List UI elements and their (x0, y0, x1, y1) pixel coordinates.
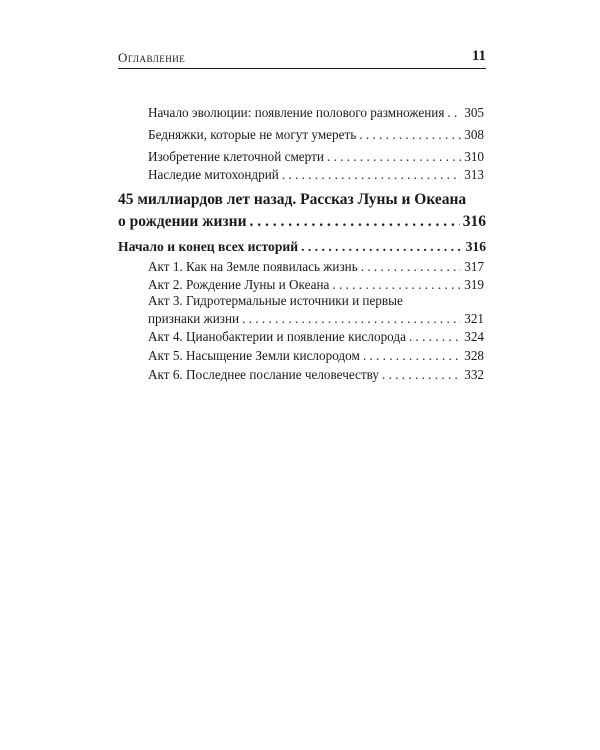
toc-entry-page: 317 (464, 259, 484, 274)
toc-entry[interactable] (148, 126, 484, 144)
dot-leader (382, 366, 461, 384)
toc-entry-title: Начало эволюции: появление полового размножения (148, 105, 445, 120)
part-page: 316 (462, 213, 486, 230)
toc-entry-title-line2: признаки жизни (148, 311, 240, 326)
dot-leader (359, 126, 461, 144)
toc-entry[interactable] (148, 148, 484, 166)
dot-leader (250, 212, 460, 232)
toc-entry-page: 305 (464, 105, 484, 120)
toc-entry-page: 321 (464, 311, 484, 326)
toc-entry-title: Акт 6. Последнее послание человечеству (148, 367, 379, 382)
dot-leader (361, 258, 461, 276)
toc-entry-page: 328 (464, 348, 484, 363)
toc-entry[interactable] (148, 366, 484, 384)
dot-leader (409, 328, 461, 346)
page-number: 11 (471, 48, 486, 64)
dot-leader (282, 166, 461, 184)
toc-entry-title: Акт 2. Рождение Луны и Океана (148, 277, 330, 292)
toc-entry-title: Акт 5. Насыщение Земли кислородом (148, 348, 360, 363)
running-header-title: Оглавление (118, 50, 186, 65)
toc-entry[interactable] (148, 258, 484, 276)
dot-leader (363, 347, 461, 365)
toc-entry-page: 308 (464, 127, 484, 142)
toc-entry-page: 324 (464, 329, 484, 344)
toc-entry-title: Акт 1. Как на Земле появилась жизнь (148, 259, 358, 274)
toc-entry-page: 310 (464, 149, 484, 164)
dot-leader (301, 238, 463, 256)
chapter-title: Начало и конец всех историй (118, 239, 299, 254)
toc-entry-page: 319 (464, 277, 484, 292)
toc-entry[interactable] (148, 347, 484, 365)
chapter-entry[interactable] (118, 238, 486, 256)
toc-entry-title: Наследие митохондрий (148, 167, 279, 182)
part-entry[interactable] (118, 212, 486, 232)
toc-entry-page: 313 (464, 167, 484, 182)
toc-entry-page: 332 (464, 367, 484, 382)
toc-entry-title: Акт 4. Цианобактерии и появление кислорода (148, 329, 406, 344)
toc-entry-title: Изобретение клеточной смерти (148, 149, 324, 164)
toc-entry[interactable] (148, 328, 484, 346)
chapter-page: 316 (465, 239, 486, 254)
toc-entry[interactable] (148, 310, 484, 328)
part-title-line1: 45 миллиардов лет назад. Рассказ Луны и Океана (118, 191, 467, 208)
dot-leader (242, 310, 461, 328)
toc-entry[interactable] (148, 166, 484, 184)
part-title-line2: о рождении жизни (118, 213, 247, 230)
running-header (118, 48, 486, 69)
toc-entry[interactable] (148, 104, 484, 122)
dot-leader (447, 104, 461, 122)
toc-entry-title-line1: Акт 3. Гидротермальные источники и первые (148, 293, 403, 308)
toc-entry-title: Бедняжки, которые не могут умереть (148, 127, 357, 142)
dot-leader (327, 148, 461, 166)
